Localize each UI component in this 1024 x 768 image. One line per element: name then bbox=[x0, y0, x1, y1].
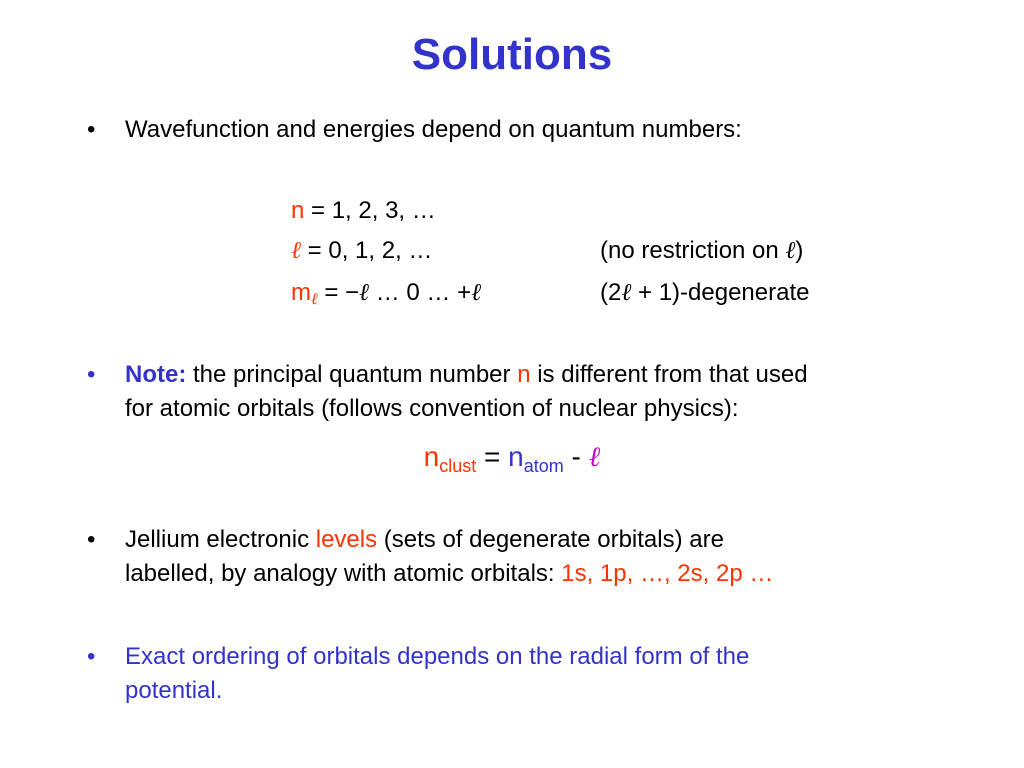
note-n-symbol: n bbox=[517, 361, 531, 388]
note-label: Note: bbox=[125, 361, 187, 388]
bullet-2-line-1 bbox=[125, 358, 808, 392]
bullet-marker: • bbox=[87, 526, 96, 553]
formula-equals: = bbox=[476, 441, 509, 472]
bullet-marker: • bbox=[87, 643, 96, 670]
levels-term: levels bbox=[315, 526, 378, 553]
jellium-text-3: labelled, by analogy with atomic orbitals: bbox=[125, 560, 562, 587]
l-note-symbol: ℓ bbox=[785, 236, 796, 264]
m-l2: ℓ bbox=[471, 278, 482, 306]
qn-l-line bbox=[291, 235, 432, 266]
bullet-2-text bbox=[125, 358, 808, 426]
bullet-2-line-2: for atomic orbitals (follows convention of nuclear physics): bbox=[125, 395, 739, 422]
l-note bbox=[600, 235, 803, 266]
l-symbol: ℓ bbox=[291, 236, 301, 264]
l-values: = 0, 1, 2, … bbox=[301, 237, 433, 264]
n-relation-formula bbox=[0, 440, 1024, 477]
formula-minus: - bbox=[563, 441, 589, 472]
l-note-prefix: (no restriction on bbox=[600, 237, 786, 264]
formula-n-clust: n bbox=[423, 441, 440, 472]
m-note bbox=[600, 277, 809, 308]
bullet-3-line-1 bbox=[125, 523, 773, 557]
bullet-marker: • bbox=[87, 361, 96, 388]
note-text-1: the principal quantum number bbox=[186, 361, 518, 388]
bullet-1-text: Wavefunction and energies depend on quantum numbers: bbox=[125, 116, 742, 143]
m-symbol: m bbox=[291, 279, 311, 306]
formula-l: ℓ bbox=[588, 440, 601, 473]
formula-sub-clust: clust bbox=[439, 456, 477, 476]
orbital-labels: 1s, 1p, …, 2s, 2p … bbox=[561, 560, 774, 587]
qn-m-line bbox=[291, 277, 481, 314]
qn-n-line bbox=[291, 196, 436, 226]
n-values: = 1, 2, 3, … bbox=[304, 197, 436, 224]
jellium-text-2: (sets of degenerate orbitals) are bbox=[377, 526, 724, 553]
formula-sub-atom: atom bbox=[523, 456, 564, 476]
bullet-3-text bbox=[125, 523, 773, 591]
m-subscript: ℓ bbox=[311, 289, 318, 308]
bullet-4-line-1: Exact ordering of orbitals depends on the radial form of the bbox=[125, 643, 750, 670]
m-note-symbol: ℓ bbox=[621, 278, 632, 306]
m-mid: … 0 … + bbox=[369, 279, 472, 306]
bullet-4-text bbox=[125, 640, 749, 708]
m-eq: = − bbox=[317, 279, 360, 306]
m-l1: ℓ bbox=[359, 278, 370, 306]
slide-title: Solutions bbox=[411, 30, 613, 79]
formula-n-atom: n bbox=[508, 441, 524, 472]
bullet-4-line-2: potential. bbox=[125, 677, 223, 704]
n-symbol: n bbox=[291, 197, 305, 224]
l-note-suffix: ) bbox=[795, 237, 804, 264]
bullet-marker: • bbox=[87, 116, 96, 143]
note-text-2: is different from that used bbox=[530, 361, 808, 388]
m-note-prefix: (2 bbox=[600, 279, 622, 306]
bullet-3-line-2 bbox=[125, 557, 773, 591]
jellium-text-1: Jellium electronic bbox=[125, 526, 316, 553]
m-note-suffix: + 1)-degenerate bbox=[631, 279, 810, 306]
